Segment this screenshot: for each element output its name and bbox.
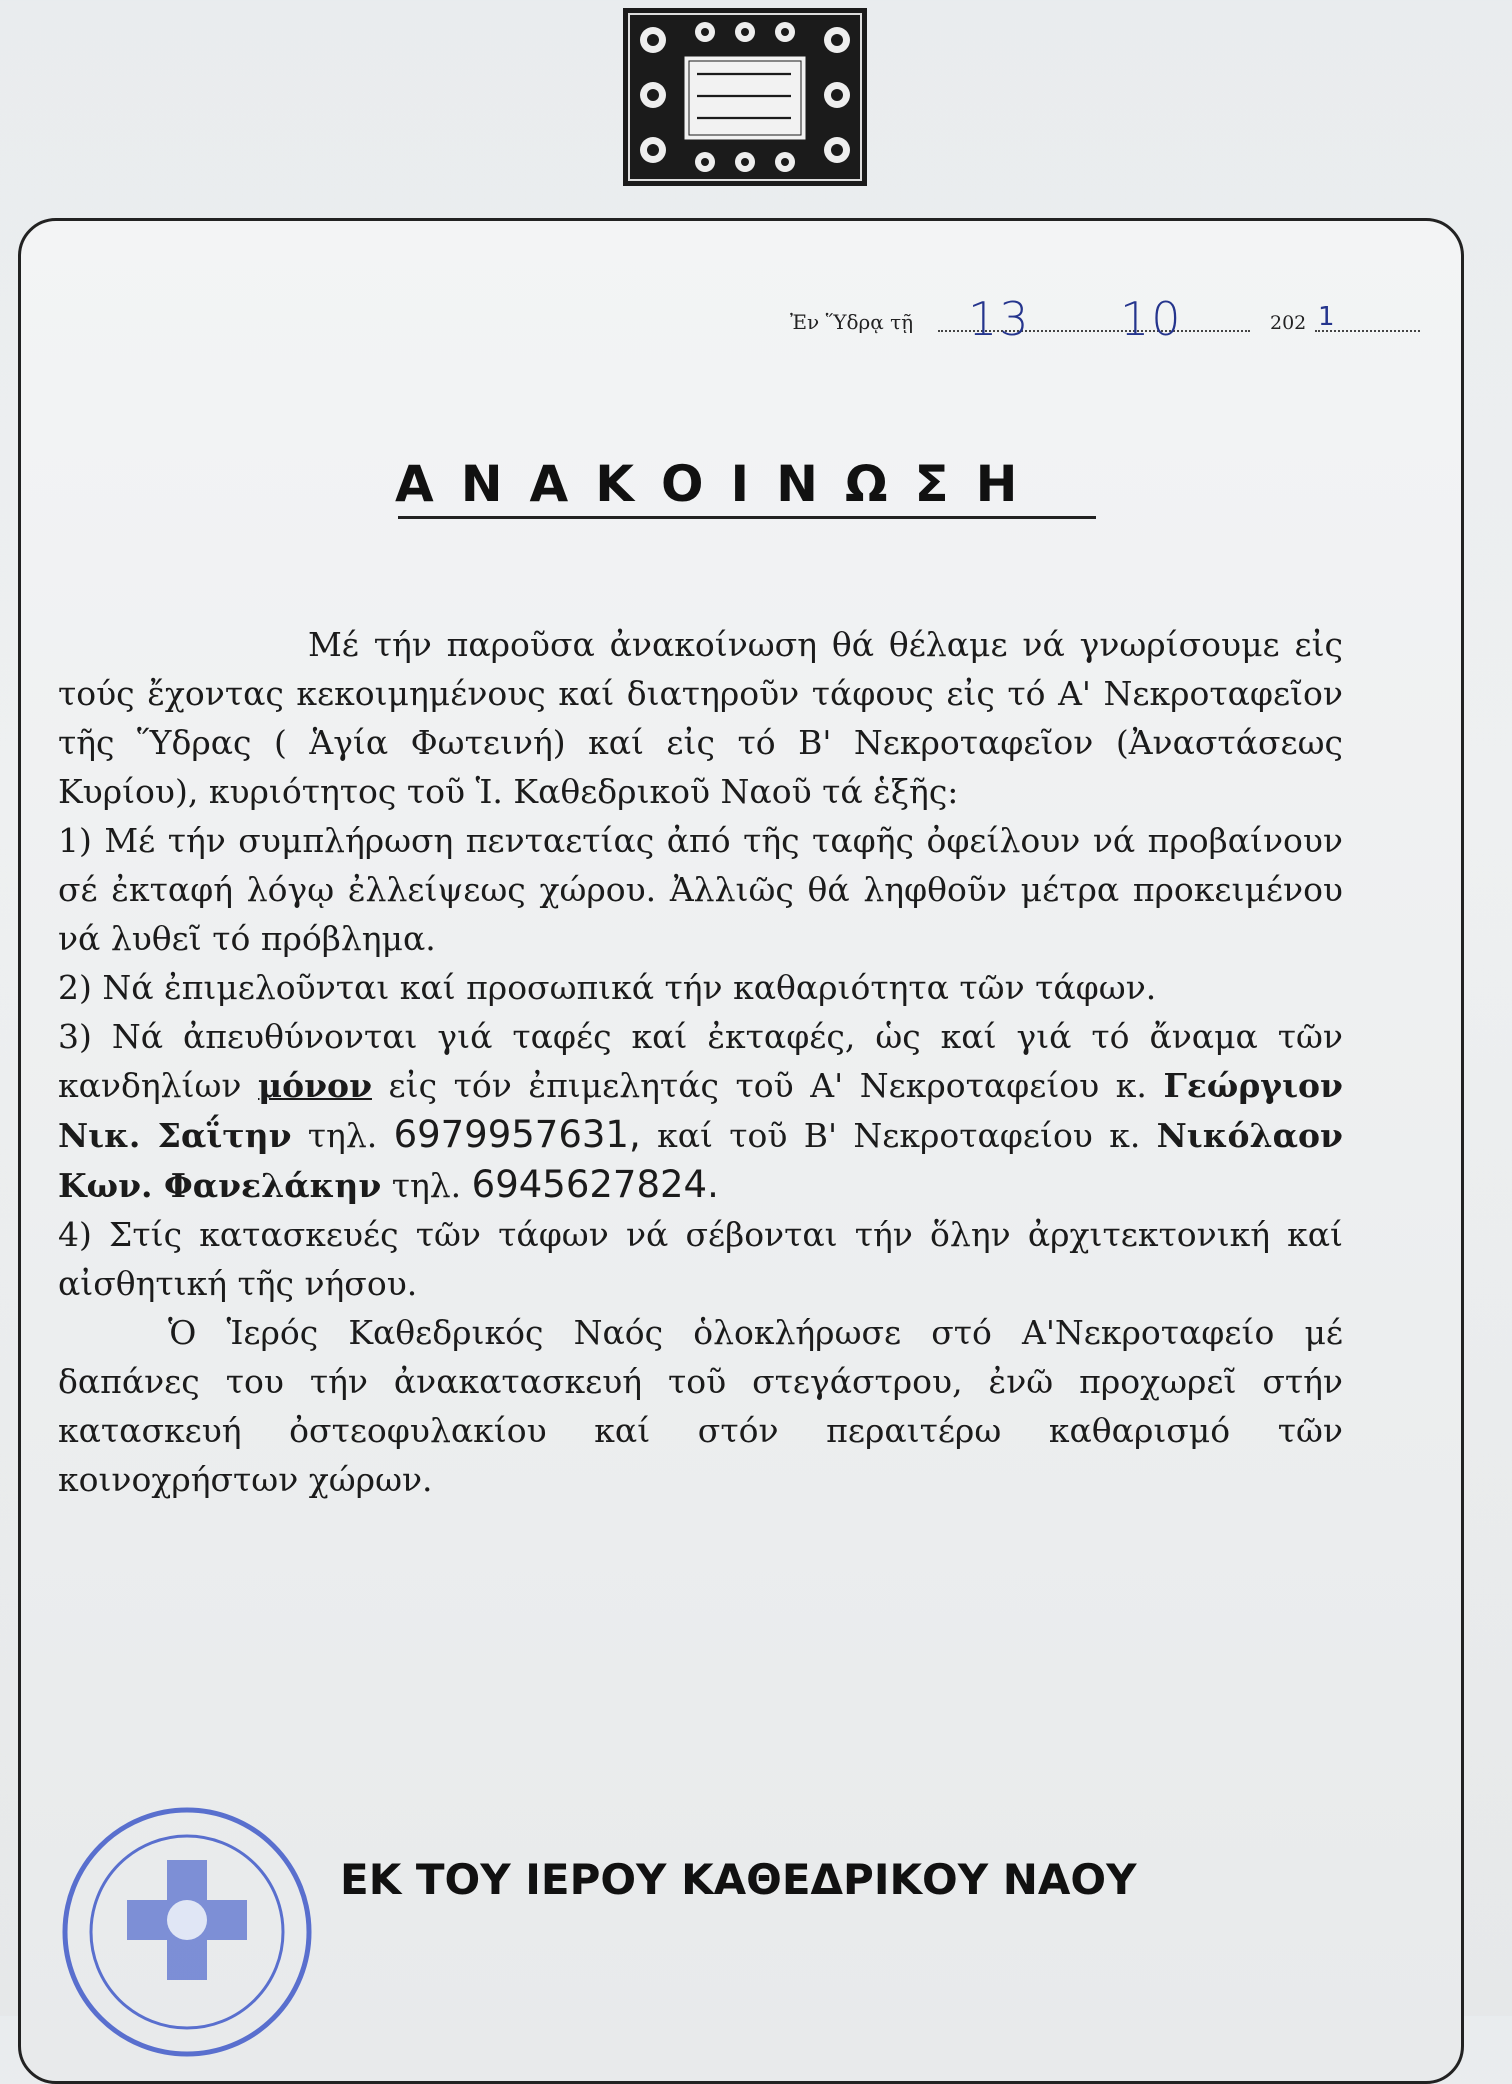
date-year-suffix: 1 [1318,302,1335,332]
item-2: 2) Νά ἐπιμελοῦνται καί προσωπικά τήν καθαριότητα τῶν τάφων. [58,968,1157,1007]
date-year-prefix: 202 [1270,312,1307,334]
church-stamp-bottom [55,1800,320,2065]
document-body [58,620,1343,1504]
item-3-only: μόνον [258,1066,372,1105]
person-2-name: Νικόλαον Κων. Φανελάκην [58,1116,1343,1205]
person-2-tel: 6945627824. [471,1163,719,1206]
person-2-tel-label: τηλ. [391,1166,462,1205]
item-1: 1) Μέ τήν συμπλήρωση πενταετίας ἀπό τῆς ταφῆς ὀφείλουν νά προβαίνουν σέ ἐκταφή λόγῳ ἐλλείψεως χώρου. Ἀλλιῶς θά ληφθοῦν μέτρα προκειμένου νά λυθεῖ τό πρόβλημα. [58,821,1343,958]
document-title: ΑΝΑΚΟΙΝΩΣΗ [395,455,1045,513]
person-1-name: Γεώργιον Νικ. Σαΐτην [58,1066,1343,1155]
person-1-tel-label: τηλ. [307,1116,378,1155]
item-3-part-c: καί τοῦ Β' Νεκροταφείου κ. [657,1116,1141,1155]
footer-signature: ΕΚ ΤΟΥ ΙΕΡΟΥ ΚΑΘΕΔΡΙΚΟΥ ΝΑΟΥ [340,1855,1137,1904]
date-day: 13 [968,292,1031,346]
title-underline [398,516,1096,519]
church-seal-top [605,0,885,195]
item-3-part-a: 3) Νά ἀπευθύνονται γιά ταφές καί ἐκταφές, ὡς καί γιά τό ἄναμα τῶν κανδηλίων [58,1017,1343,1105]
date-line [790,292,1420,350]
date-label: Ἐν Ὕδρᾳ τῇ [790,310,914,334]
item-4: 4) Στίς κατασκευές τῶν τάφων νά σέβονται τήν ὅλην ἀρχιτεκτονική καί αἰσθητική τῆς νήσου. [58,1215,1343,1303]
date-month: 10 [1120,292,1183,346]
item-3 [58,1012,1343,1210]
item-3-part-b: εἰς τόν ἐπιμελητάς τοῦ Α' Νεκροταφείου κ. [388,1066,1147,1105]
closing-paragraph: Ὁ Ἱερός Καθεδρικός Ναός ὁλοκλήρωσε στό Α'Νεκροταφείο μέ δαπάνες του τήν ἀνακατασκευή τοῦ στεγάστρου, ἐνῶ προχωρεῖ στήν κατασκευή ὀστεοφυλακίου καί στόν περαιτέρω καθαρισμό τῶν κοινοχρήστων χώρων. [58,1313,1343,1499]
person-1-tel: 6979957631, [393,1113,641,1156]
intro-paragraph: Μέ τήν παροῦσα ἀνακοίνωση θά θέλαμε νά γνωρίσουμε εἰς τούς ἔχοντας κεκοιμημένους καί διατηροῦν τάφους εἰς τό Α' Νεκροταφεῖον τῆς Ὕδρας ( Ἁγία Φωτεινή) καί εἰς τό Β' Νεκροταφεῖον (Ἀναστάσεως Κυρίου), κυριότητος τοῦ Ἱ. Καθεδρικοῦ Ναοῦ τά ἑξῆς: [58,625,1343,811]
